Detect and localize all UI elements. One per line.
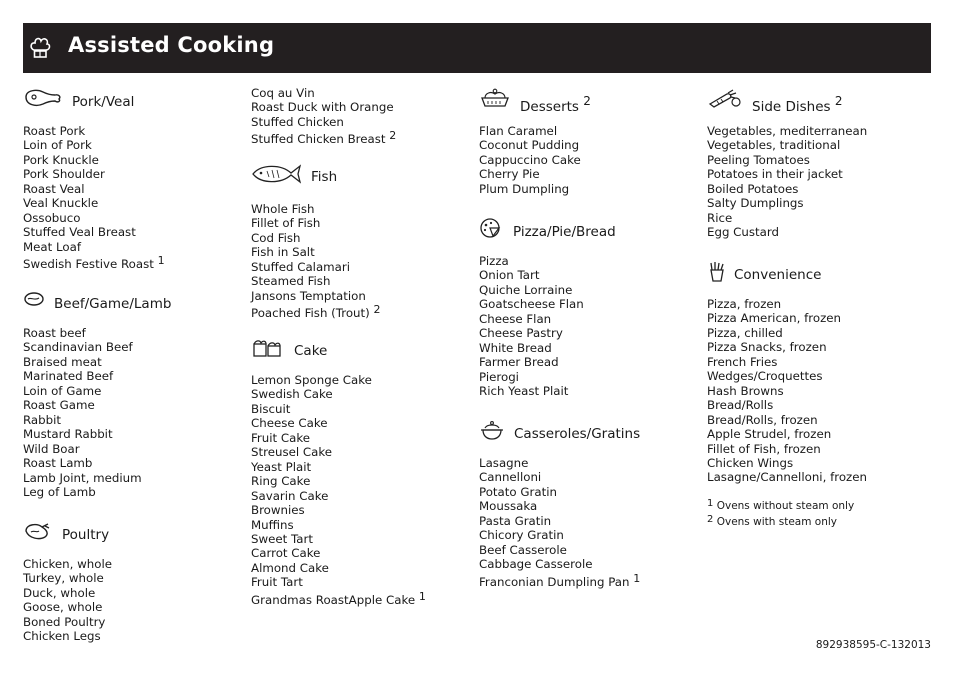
footnote-ref: 1 <box>418 589 426 603</box>
list-item: Pizza Snacks, frozen <box>707 340 827 355</box>
list-item: Yeast Plait <box>251 459 312 474</box>
list-item: Pizza <box>479 254 509 268</box>
list-item: Chicken Legs <box>23 629 101 644</box>
section-fish <box>251 163 466 321</box>
cake-icon <box>251 337 285 359</box>
list-item: Pierogi <box>479 369 519 384</box>
list-item: Coq au Vin <box>251 86 315 100</box>
list-item: Pizza, chilled <box>707 325 783 340</box>
list-item: Chicken, whole <box>23 557 113 571</box>
list-item: Cheese Flan <box>479 311 552 326</box>
list-item: Roast Duck with Orange <box>251 100 394 115</box>
item-list <box>707 124 922 240</box>
list-item: Stuffed Calamari <box>251 259 351 274</box>
header-bar <box>23 23 931 73</box>
chef-hat-icon <box>29 36 51 60</box>
list-item: Lemon Sponge Cake <box>251 373 372 387</box>
list-item: Fruit Tart <box>251 575 303 590</box>
list-item: Boned Poultry <box>23 614 106 629</box>
list-item: Vegetables, traditional <box>707 138 841 153</box>
list-item: Goatscheese Flan <box>479 297 584 312</box>
section-title: Cake <box>294 343 328 359</box>
list-item: Bread/Rolls, frozen <box>707 412 818 427</box>
list-item: Whole Fish <box>251 202 315 216</box>
list-item: Ring Cake <box>251 474 311 489</box>
list-item: Grandmas RoastApple Cake $^1$ <box>251 589 426 607</box>
list-item: Goose, whole <box>23 600 103 615</box>
fries-icon <box>707 261 727 283</box>
dessert-icon <box>479 88 511 110</box>
list-item: Chicory Gratin <box>479 528 564 543</box>
list-item: Cabbage Casserole <box>479 557 593 572</box>
list-item: Moussaka <box>479 499 538 514</box>
list-item: Fillet of Fish <box>251 216 321 231</box>
footnote-ref: 2 <box>834 94 843 108</box>
list-item: Potato Gratin <box>479 484 557 499</box>
list-item: Biscuit <box>251 401 291 416</box>
list-item: Carrot Cake <box>251 546 321 561</box>
list-item: Egg Custard <box>707 225 780 240</box>
footnote-ref: 2 <box>583 94 591 108</box>
list-item: Pork Knuckle <box>23 152 99 167</box>
section-title: Beef/Game/Lamb <box>54 296 172 312</box>
list-item: Franconian Dumpling Pan $^1$ <box>479 571 641 589</box>
list-item: Pasta Gratin <box>479 513 552 528</box>
list-item: Roast Game <box>23 398 95 413</box>
list-item: Roast Veal <box>23 181 85 196</box>
list-item: Mustard Rabbit <box>23 427 113 442</box>
list-item: Rice <box>707 210 733 225</box>
item-list <box>251 373 466 607</box>
item-list <box>251 86 466 147</box>
item-list <box>479 124 694 196</box>
vegetables-icon <box>707 88 743 110</box>
list-item: Braised meat <box>23 354 102 369</box>
pizza-icon <box>479 218 505 240</box>
section-title: Pizza/Pie/Bread <box>513 224 616 240</box>
list-item: Swedish Cake <box>251 387 333 402</box>
list-item: Chicken Wings <box>707 455 794 470</box>
list-item: Brownies <box>251 503 305 518</box>
list-item: Roast Lamb <box>23 456 93 471</box>
list-item: Farmer Bread <box>479 355 559 370</box>
list-item: Fish in Salt <box>251 245 315 260</box>
footnote-ref: 2 <box>373 303 381 317</box>
list-item: Pizza American, frozen <box>707 311 842 326</box>
list-item: Meat Loaf <box>23 239 82 254</box>
list-item: Lasagne/Cannelloni, frozen <box>707 470 867 485</box>
list-item: Coconut Pudding <box>479 138 580 153</box>
list-item: Almond Cake <box>251 560 329 575</box>
section-title: Casseroles/Gratins <box>514 426 641 442</box>
section-title: Pork/Veal <box>72 94 135 110</box>
section-pizza-pie-bread <box>479 218 694 399</box>
section-title: Poultry <box>62 527 110 543</box>
footnote-ref: 1 <box>633 571 641 585</box>
list-item: Apple Strudel, frozen <box>707 427 832 442</box>
list-item: Jansons Temptation <box>251 288 366 303</box>
list-item: Cheese Pastry <box>479 326 563 341</box>
list-item: Vegetables, mediterranean <box>707 124 868 138</box>
section-title: Convenience <box>734 267 822 283</box>
item-list <box>479 254 694 399</box>
footnote: $^1$ Ovens without steam only <box>707 498 855 512</box>
list-item: Swedish Festive Roast $^1$ <box>23 254 165 272</box>
section-pork-veal <box>23 88 238 272</box>
list-item: Scandinavian Beef <box>23 340 133 355</box>
list-item: Rabbit <box>23 412 62 427</box>
list-item: French Fries <box>707 354 778 369</box>
list-item: Stuffed Chicken Breast $^2$ <box>251 129 397 147</box>
page-title: Assisted Cooking <box>68 33 275 57</box>
footnote-ref: 2 <box>389 129 397 143</box>
list-item: Lamb Joint, medium <box>23 470 142 485</box>
section-poultry-continued <box>251 86 466 147</box>
list-item: Quiche Lorraine <box>479 282 573 297</box>
list-item: Cheese Cake <box>251 416 328 431</box>
list-item: Hash Browns <box>707 383 784 398</box>
list-item: Cappuccino Cake <box>479 152 581 167</box>
list-item: Poached Fish (Trout) $^2$ <box>251 303 381 321</box>
list-item: Stuffed Chicken <box>251 114 344 129</box>
list-item: Fruit Cake <box>251 430 311 445</box>
item-list <box>23 326 238 499</box>
list-item: Veal Knuckle <box>23 196 99 211</box>
list-item: Salty Dumplings <box>707 196 804 211</box>
list-item: Cannelloni <box>479 470 542 485</box>
list-item: Duck, whole <box>23 585 96 600</box>
list-item: Cod Fish <box>251 230 301 245</box>
list-item: Pork Shoulder <box>23 167 105 182</box>
section-convenience <box>707 261 922 485</box>
section-title: Desserts $^2$ <box>520 94 591 115</box>
item-list <box>251 202 466 321</box>
list-item: Bread/Rolls <box>707 398 774 413</box>
list-item: Fillet of Fish, frozen <box>707 441 821 456</box>
item-list <box>23 557 238 644</box>
list-item: Muffins <box>251 517 294 532</box>
casserole-icon <box>479 420 507 442</box>
list-item: Roast beef <box>23 326 86 340</box>
list-item: Beef Casserole <box>479 542 567 557</box>
section-title: Side Dishes $^2$ <box>752 94 843 115</box>
footnotes <box>707 497 854 529</box>
list-item: Wild Boar <box>23 441 80 456</box>
list-item: Loin of Game <box>23 383 102 398</box>
item-list <box>479 456 694 589</box>
list-item: Streusel Cake <box>251 445 333 460</box>
fish-icon <box>251 163 303 185</box>
item-list <box>707 297 922 485</box>
list-item: Steamed Fish <box>251 274 331 289</box>
steak-icon <box>23 290 49 310</box>
list-item: Plum Dumpling <box>479 181 570 196</box>
section-casseroles-gratins <box>479 420 694 589</box>
list-item: Stuffed Veal Breast <box>23 225 136 240</box>
section-title: Fish <box>311 169 338 185</box>
item-list <box>23 124 238 272</box>
section-beef-game-lamb <box>23 290 238 499</box>
footnote: $^2$ Ovens with steam only <box>707 514 837 528</box>
list-item: Pizza, frozen <box>707 297 782 311</box>
list-item: Peeling Tomatoes <box>707 152 810 167</box>
list-item: Cherry Pie <box>479 167 540 182</box>
list-item: Wedges/Croquettes <box>707 369 823 384</box>
list-item: Leg of Lamb <box>23 484 96 499</box>
footnote-ref: 1 <box>157 254 165 268</box>
document-number: 892938595-C-132013 <box>815 639 931 651</box>
list-item: Lasagne <box>479 456 529 470</box>
list-item: Marinated Beef <box>23 369 114 384</box>
pork-leg-icon <box>23 88 63 110</box>
list-item: Turkey, whole <box>23 571 104 586</box>
list-item: Rich Yeast Plait <box>479 384 569 399</box>
list-item: Ossobuco <box>23 210 81 225</box>
section-side-dishes <box>707 88 922 240</box>
list-item: Savarin Cake <box>251 488 329 503</box>
list-item: Loin of Pork <box>23 138 92 153</box>
list-item: Sweet Tart <box>251 531 313 546</box>
section-poultry <box>23 521 238 644</box>
chicken-icon <box>23 521 53 543</box>
list-item: White Bread <box>479 340 552 355</box>
list-item: Flan Caramel <box>479 124 558 138</box>
list-item: Roast Pork <box>23 124 86 138</box>
list-item: Onion Tart <box>479 268 540 283</box>
list-item: Boiled Potatoes <box>707 181 799 196</box>
section-desserts <box>479 88 694 196</box>
section-cake <box>251 337 466 607</box>
list-item: Potatoes in their jacket <box>707 167 843 182</box>
